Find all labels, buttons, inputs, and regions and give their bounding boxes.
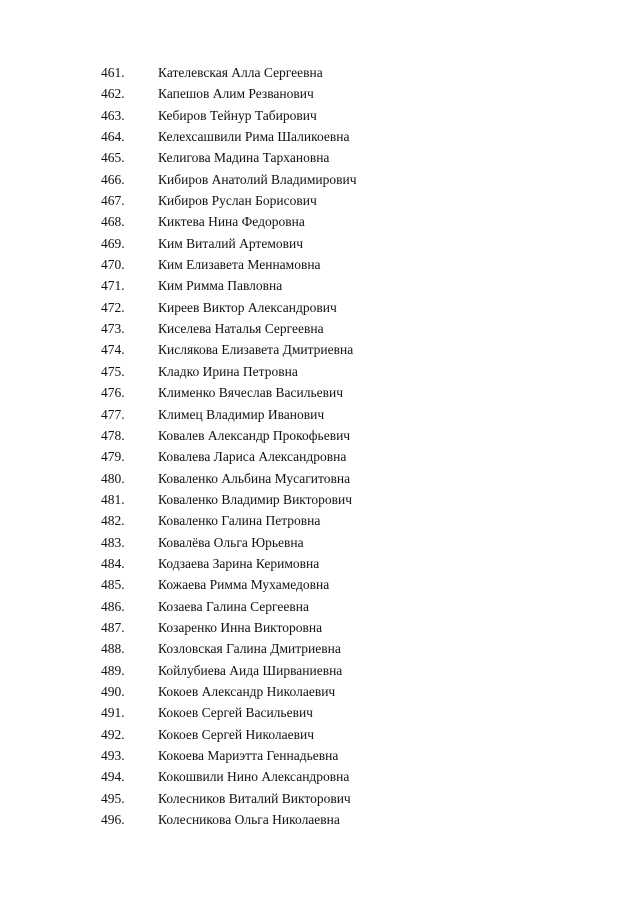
entry-number: 465. — [101, 150, 125, 166]
entry-number: 485. — [101, 577, 125, 593]
entry-name: Ковалева Лариса Александровна — [158, 449, 347, 465]
entry-name: Кокоев Сергей Николаевич — [158, 726, 315, 742]
entry-number: 467. — [101, 193, 125, 209]
entry-number: 486. — [101, 598, 125, 614]
entry-number: 466. — [101, 171, 125, 187]
entry-number: 462. — [101, 86, 125, 102]
entry-name: Капешов Алим Резванович — [158, 86, 314, 102]
list-item — [0, 211, 640, 232]
entry-number: 469. — [101, 235, 125, 251]
entry-name: Кокоева Мариэтта Геннадьевна — [158, 748, 339, 763]
entry-name: Кибиров Руслан Борисович — [158, 193, 317, 209]
entry-name: Киктева Нина Федоровна — [158, 214, 305, 230]
list-item — [0, 339, 640, 360]
entry-name: Кожаева Римма Мухамедовна — [158, 577, 330, 593]
entry-number: 492. — [101, 726, 125, 742]
entry-number: 474. — [101, 342, 125, 358]
entry-number: 496. — [101, 812, 125, 828]
entry-number: 482. — [101, 513, 125, 529]
entry-name: Киреев Виктор Александрович — [158, 299, 337, 315]
list-item — [0, 318, 640, 339]
entry-name: Кибиров Анатолий Владимирович — [158, 171, 357, 187]
list-item — [0, 638, 640, 659]
list-item — [0, 489, 640, 510]
list-item — [0, 468, 640, 489]
entry-name: Клименко Вячеслав Васильевич — [158, 385, 344, 401]
list-item — [0, 596, 640, 617]
list-item — [0, 510, 640, 531]
entry-name: Козаренко Инна Викторовна — [158, 619, 323, 635]
list-item — [0, 169, 640, 190]
entry-name: Коваленко Альбина Мусагитовна — [158, 470, 351, 486]
entry-name: Колесникова Ольга Николаевна — [158, 812, 340, 828]
list-item — [0, 83, 640, 104]
name-list — [0, 62, 640, 830]
entry-number: 476. — [101, 385, 125, 401]
entry-number: 470. — [101, 257, 125, 273]
list-item — [0, 788, 640, 809]
entry-number: 493. — [101, 748, 125, 763]
entry-name: Ковалёва Ольга Юрьевна — [158, 534, 304, 550]
entry-name: Колесников Виталий Викторович — [158, 790, 351, 806]
list-item — [0, 275, 640, 296]
entry-name: Климец Владимир Иванович — [158, 406, 325, 422]
entry-number: 487. — [101, 619, 125, 635]
entry-number: 463. — [101, 107, 125, 123]
entry-name: Кладко Ирина Петровна — [158, 363, 298, 379]
list-item — [0, 62, 640, 83]
entry-number: 471. — [101, 278, 125, 294]
entry-name: Козаева Галина Сергеевна — [158, 598, 309, 614]
entry-number: 475. — [101, 363, 125, 379]
entry-name: Кокоев Александр Николаевич — [158, 683, 336, 699]
entry-name: Коваленко Владимир Викторович — [158, 491, 353, 507]
entry-number: 480. — [101, 470, 125, 486]
entry-number: 473. — [101, 321, 125, 337]
list-item — [0, 126, 640, 147]
list-item — [0, 446, 640, 467]
entry-name: Кебиров Тейнур Табирович — [158, 107, 317, 123]
entry-number: 488. — [101, 641, 125, 657]
list-item — [0, 553, 640, 574]
entry-number: 478. — [101, 427, 125, 443]
entry-number: 472. — [101, 299, 125, 315]
entry-name: Кодзаева Зарина Керимовна — [158, 555, 320, 571]
entry-number: 489. — [101, 662, 125, 678]
list-item — [0, 233, 640, 254]
entry-name: Козловская Галина Дмитриевна — [158, 641, 341, 657]
list-item — [0, 660, 640, 681]
entry-name: Ковалев Александр Прокофьевич — [158, 427, 351, 443]
list-item — [0, 190, 640, 211]
entry-number: 461. — [101, 65, 125, 80]
entry-name: Койлубиева Аида Ширваниевна — [158, 662, 343, 678]
entry-number: 490. — [101, 683, 125, 699]
list-item — [0, 297, 640, 318]
entry-name: Ким Римма Павловна — [158, 278, 283, 294]
entry-number: 481. — [101, 491, 125, 507]
entry-number: 483. — [101, 534, 125, 550]
list-item — [0, 724, 640, 745]
entry-number: 494. — [101, 769, 125, 785]
list-item — [0, 745, 640, 766]
list-item — [0, 617, 640, 638]
entry-name: Келигова Мадина Тархановна — [158, 150, 330, 166]
list-item — [0, 425, 640, 446]
list-item — [0, 254, 640, 275]
list-item — [0, 105, 640, 126]
entry-number: 495. — [101, 790, 125, 806]
entry-name: Киселева Наталья Сергеевна — [158, 321, 324, 337]
list-item — [0, 681, 640, 702]
entry-name: Кокоев Сергей Васильевич — [158, 705, 313, 721]
entry-name: Ким Виталий Артемович — [158, 235, 304, 251]
entry-name: Келехсашвили Рима Шаликоевна — [158, 129, 350, 145]
entry-name: Коваленко Галина Петровна — [158, 513, 321, 529]
list-item — [0, 361, 640, 382]
list-item — [0, 574, 640, 595]
entry-number: 491. — [101, 705, 125, 721]
list-item — [0, 532, 640, 553]
entry-number: 479. — [101, 449, 125, 465]
entry-number: 468. — [101, 214, 125, 230]
list-item — [0, 404, 640, 425]
list-item — [0, 766, 640, 787]
entry-name: Кателевская Алла Сергеевна — [158, 65, 323, 80]
entry-name: Кислякова Елизавета Дмитриевна — [158, 342, 354, 358]
list-item — [0, 147, 640, 168]
list-item — [0, 382, 640, 403]
entry-number: 477. — [101, 406, 125, 422]
entry-number: 484. — [101, 555, 125, 571]
list-item — [0, 809, 640, 830]
entry-name: Ким Елизавета Меннамовна — [158, 257, 321, 273]
list-item — [0, 702, 640, 723]
entry-number: 464. — [101, 129, 125, 145]
entry-name: Кокошвили Нино Александровна — [158, 769, 350, 785]
